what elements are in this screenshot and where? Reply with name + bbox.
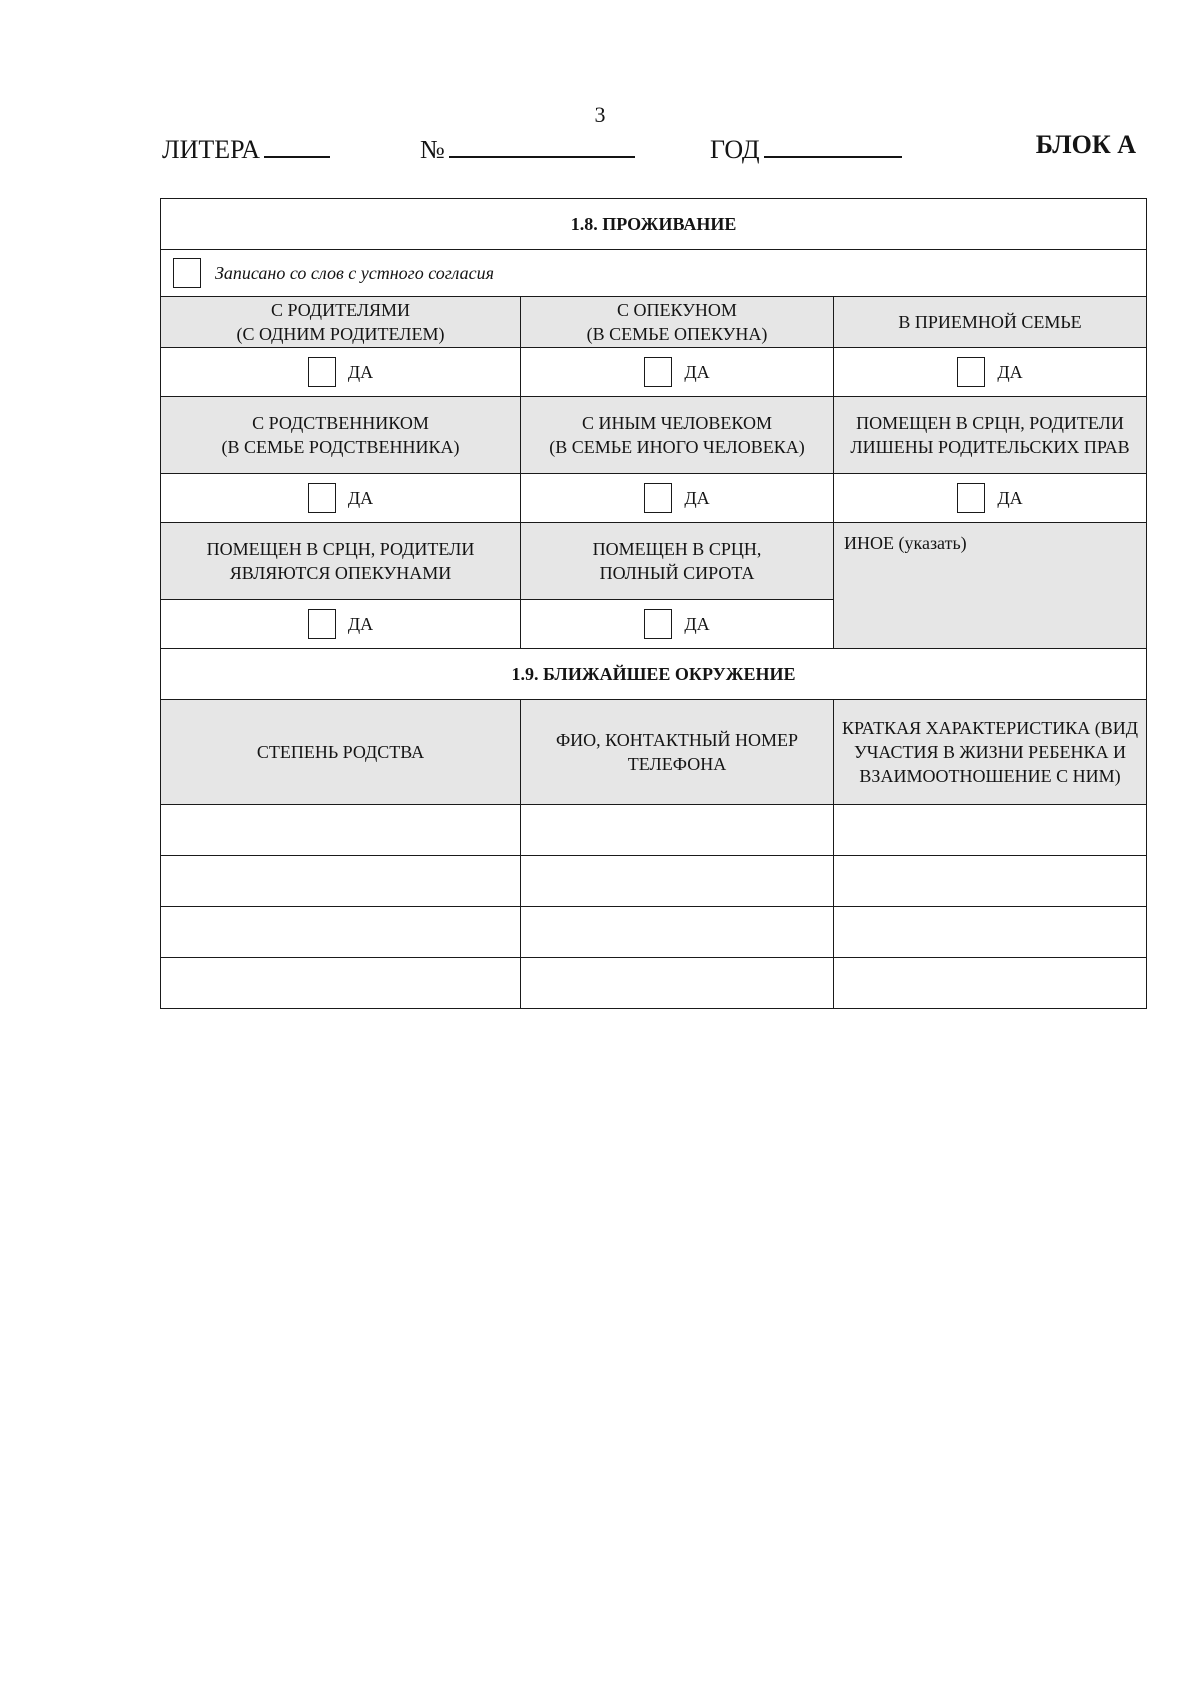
option-header-guardian <box>521 297 834 348</box>
option-line: ПОМЕЩЕН В СРЦН, <box>592 539 762 559</box>
number-input-line[interactable] <box>449 130 635 158</box>
yes-cell-srcn-guardians <box>161 600 521 649</box>
column-header-relationship: СТЕПЕНЬ РОДСТВА <box>161 700 521 805</box>
table-cell[interactable] <box>834 907 1147 958</box>
option-header-other-person <box>521 397 834 474</box>
other-specify-cell[interactable] <box>834 523 1147 649</box>
option-line: (В СЕМЬЕ ОПЕКУНА) <box>586 324 768 344</box>
year-field <box>710 130 902 165</box>
yes-cell-parents <box>161 348 521 397</box>
option-line: ПОМЕЩЕН В СРЦН, РОДИТЕЛИ ЯВЛЯЮТСЯ ОПЕКУНАМИ <box>206 539 475 583</box>
yes-checkbox-other-person[interactable] <box>644 483 672 513</box>
yes-checkbox-parents[interactable] <box>308 357 336 387</box>
column-header-contact: ФИО, КОНТАКТНЫЙ НОМЕР ТЕЛЕФОНА <box>521 700 834 805</box>
litera-label: ЛИТЕРА <box>162 135 261 164</box>
yes-cell-srcn-orphan <box>521 600 834 649</box>
option-line: В ПРИЕМНОЙ СЕМЬЕ <box>898 312 1082 332</box>
option-line: С ОПЕКУНОМ <box>617 300 737 320</box>
yes-cell-srcn-deprived <box>834 474 1147 523</box>
page-number: 3 <box>594 102 606 127</box>
yes-checkbox-foster-family[interactable] <box>957 357 985 387</box>
table-row <box>161 856 1147 907</box>
yes-label: ДА <box>997 488 1023 508</box>
yes-label: ДА <box>684 488 710 508</box>
yes-cell-relative <box>161 474 521 523</box>
yes-label: ДА <box>347 614 374 634</box>
yes-checkbox-srcn-orphan[interactable] <box>644 609 672 639</box>
option-line: (В СЕМЬЕ ИНОГО ЧЕЛОВЕКА) <box>549 437 805 457</box>
block-label: БЛОК А <box>1035 130 1136 159</box>
yes-label: ДА <box>997 362 1023 382</box>
table-cell[interactable] <box>834 805 1147 856</box>
table-cell[interactable] <box>161 805 521 856</box>
table-row <box>161 958 1147 1009</box>
option-line: ПОМЕЩЕН В СРЦН, РОДИТЕЛИ ЛИШЕНЫ РОДИТЕЛЬСКИХ ПРАВ <box>850 413 1130 457</box>
form-table <box>160 198 1147 1009</box>
option-line: (С ОДНИМ РОДИТЕЛЕМ) <box>236 324 445 344</box>
option-header-parents <box>161 297 521 348</box>
table-cell[interactable] <box>834 958 1147 1009</box>
yes-label: ДА <box>347 362 374 382</box>
option-line: С РОДСТВЕННИКОМ <box>252 413 429 433</box>
consent-checkbox[interactable] <box>173 258 201 288</box>
yes-label: ДА <box>684 362 710 382</box>
table-row <box>161 907 1147 958</box>
litera-field <box>162 130 330 165</box>
table-cell[interactable] <box>521 958 834 1009</box>
yes-cell-guardian <box>521 348 834 397</box>
yes-label: ДА <box>684 614 710 634</box>
table-cell[interactable] <box>521 907 834 958</box>
option-line: С ИНЫМ ЧЕЛОВЕКОМ <box>582 413 772 433</box>
table-cell[interactable] <box>521 856 834 907</box>
table-cell[interactable] <box>161 907 521 958</box>
yes-checkbox-relative[interactable] <box>308 483 336 513</box>
yes-cell-other-person <box>521 474 834 523</box>
section-title-environment: 1.9. БЛИЖАЙШЕЕ ОКРУЖЕНИЕ <box>161 649 1147 700</box>
option-header-srcn-orphan <box>521 523 834 600</box>
consent-row <box>161 250 1147 297</box>
yes-cell-foster-family <box>834 348 1147 397</box>
table-cell[interactable] <box>834 856 1147 907</box>
yes-checkbox-guardian[interactable] <box>644 357 672 387</box>
consent-text: Записано со слов с устного согласия <box>215 263 494 283</box>
option-header-srcn-guardians <box>161 523 521 600</box>
yes-checkbox-srcn-deprived[interactable] <box>957 483 985 513</box>
number-field <box>420 130 635 165</box>
number-label: № <box>420 135 445 164</box>
year-input-line[interactable] <box>764 130 902 158</box>
table-cell[interactable] <box>161 856 521 907</box>
option-header-srcn-deprived <box>834 397 1147 474</box>
litera-input-line[interactable] <box>264 130 330 158</box>
option-line: ПОЛНЫЙ СИРОТА <box>599 563 755 583</box>
table-row <box>161 805 1147 856</box>
section-title-residence: 1.8. ПРОЖИВАНИЕ <box>161 199 1147 250</box>
column-header-characteristic: КРАТКАЯ ХАРАКТЕРИСТИКА (ВИД УЧАСТИЯ В ЖИЗНИ РЕБЕНКА И ВЗАИМООТНОШЕНИЕ С НИМ) <box>834 700 1147 805</box>
yes-checkbox-srcn-guardians[interactable] <box>308 609 336 639</box>
other-label: ИНОЕ (указать) <box>844 533 967 553</box>
year-label: ГОД <box>710 135 760 164</box>
table-cell[interactable] <box>161 958 521 1009</box>
table-cell[interactable] <box>521 805 834 856</box>
option-header-relative <box>161 397 521 474</box>
form-header <box>162 130 1136 166</box>
option-line: (В СЕМЬЕ РОДСТВЕННИКА) <box>221 437 460 457</box>
yes-label: ДА <box>347 488 374 508</box>
option-line: С РОДИТЕЛЯМИ <box>270 300 411 320</box>
option-header-foster-family <box>834 297 1147 348</box>
